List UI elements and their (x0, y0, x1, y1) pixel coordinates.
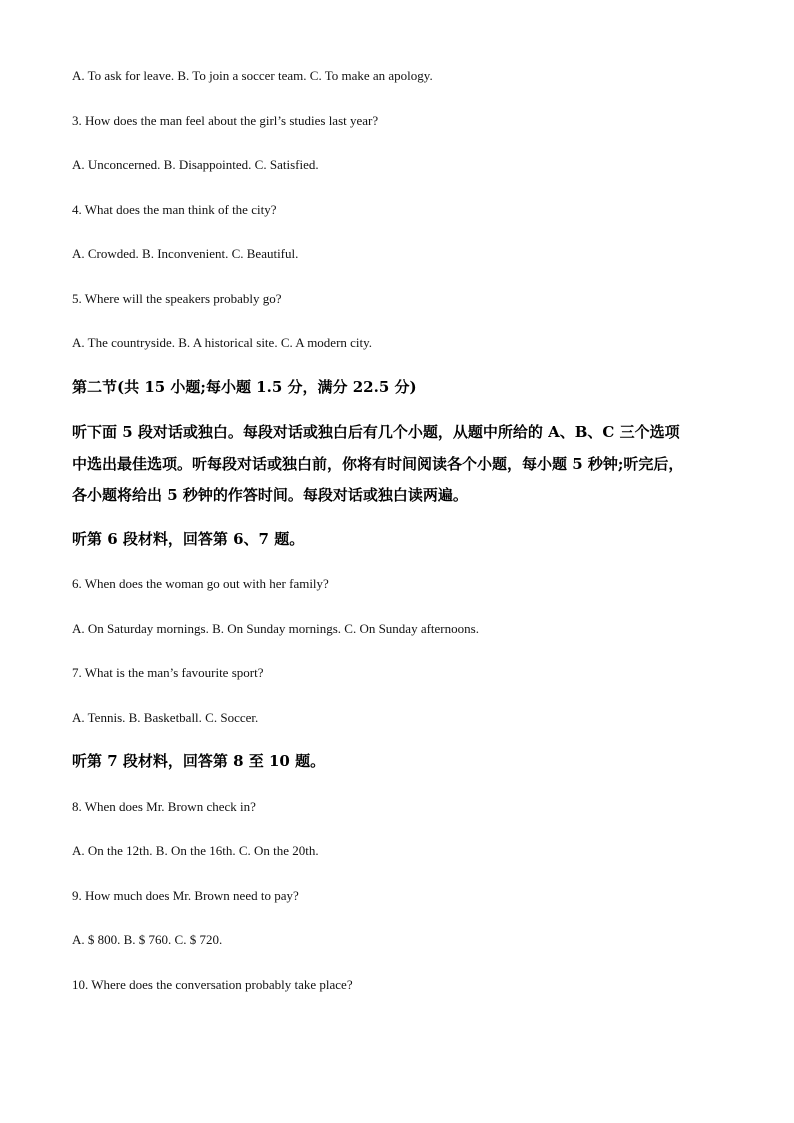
question-6-options: A. On Saturday mornings. B. On Sunday mornings. C. On Sunday afternoons. (72, 621, 479, 636)
question-7: 7. What is the man’s favourite sport? (72, 665, 264, 680)
passage-7-heading: 听第 7 段材料，回答第 8 至 10 题。 (72, 752, 326, 770)
section-instructions-line-1: 听下面 5 段对话或独白。每段对话或独白后有几个小题，从题中所给的 A、B、C 三个选项 (72, 423, 680, 441)
question-8: 8. When does Mr. Brown check in? (72, 799, 256, 814)
question-6: 6. When does the woman go out with her family? (72, 576, 329, 591)
question-3-options: A. Unconcerned. B. Disappointed. C. Satisfied. (72, 157, 319, 172)
question-5: 5. Where will the speakers probably go? (72, 291, 282, 306)
question-5-options: A. The countryside. B. A historical site. C. A modern city. (72, 335, 373, 350)
question-7-options: A. Tennis. B. Basketball. C. Soccer. (72, 710, 259, 725)
section-heading: 第二节(共 15 小题;每小题 1.5 分，满分 22.5 分) (72, 378, 417, 396)
passage-6-heading: 听第 6 段材料，回答第 6、7 题。 (72, 530, 305, 548)
question-4: 4. What does the man think of the city? (72, 202, 277, 217)
question-8-options: A. On the 12th. B. On the 16th. C. On the 20th. (72, 843, 319, 858)
question-3: 3. How does the man feel about the girl’s studies last year? (72, 113, 379, 128)
question-9-options: A. $ 800. B. $ 760. C. $ 720. (72, 932, 223, 947)
section-instructions-line-3: 各小题将给出 5 秒钟的作答时间。每段对话或独白读两遍。 (72, 486, 468, 504)
question-2-options: A. To ask for leave. B. To join a soccer team. C. To make an apology. (72, 68, 433, 83)
question-10: 10. Where does the conversation probably take place? (72, 977, 353, 992)
question-9: 9. How much does Mr. Brown need to pay? (72, 888, 299, 903)
question-4-options: A. Crowded. B. Inconvenient. C. Beautiful. (72, 246, 299, 261)
section-instructions-line-2: 中选出最佳选项。听每段对话或独白前，你将有时间阅读各个小题，每小题 5 秒钟;听完后， (72, 455, 684, 473)
